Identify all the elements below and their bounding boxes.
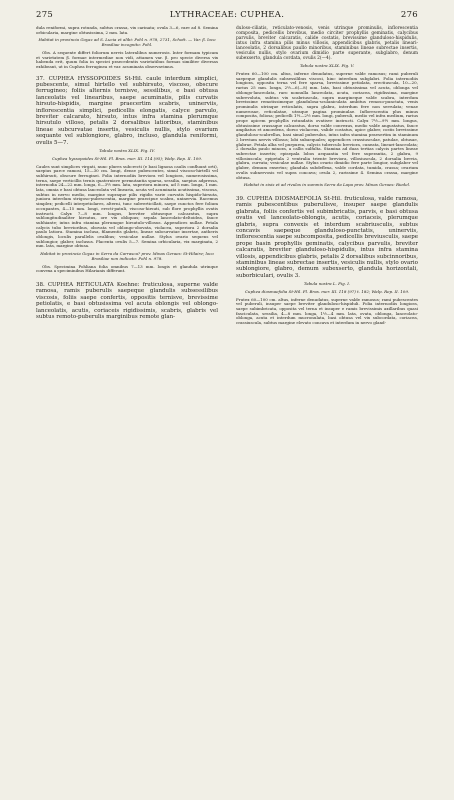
right-column-paragraph: duloso-ciliatis, reticulato-venosis, venis utrinque prominulis, inflorescentia composita, pedicellis brevibus, medio circiter prophyllis geminatis, calycibus parvulis, breviter calcaratis, calide costatis, brevissime glanduloso-hispidulis, intus infra stamina pilis minus villosis, appendicibus glabris, petalis lineari-lanceolatis, 2 dorsalibus paullo minoribus, staminibus lineae subrectae insertis, vesiculis nullis, stylo ovarium dimidio parte superante, subglabro, denum subexserto, glandula cordata, ovulis 2(—4). [236, 26, 418, 62]
left-column-paragraph: dula reniformi, supra rotunda, subtus crassa, vix carinata; ovula 3—6, rare ad 8. Semina orbicularia, margine obtusissima, 2 mm. lata. [36, 25, 218, 35]
left-column-paragraph: Obs. A sequente differt foliorum nervis lateralibus numerosis. Inter formam typicam et varietatem β. formae intermediae non vidi, attamen var. β. pro specie diversa vix habenda erit, quum folia in speciei praecedentis varietatibus formas similiter diversas exhibeant, ut in Cuphea ferruginea et var. acuminata observavimus. [36, 49, 218, 69]
left-column-paragraph: Obs. Specimina Pohliana folia omnibus 7—13 mm. longis et glandula utrinque convexa a speciminibus Hilarianis differunt. [36, 263, 218, 274]
right-column-paragraph: 39. CUPHEA DIOSMAEFOLIA St-Hil. fruticulosa, valde ramosa, ramis pubescentibus puberulisve, insuper saepe glandulis glabrata, foliis confertis vel subimbricatis, parvis, e basi obtusa ovatis vel lanceolato-oblongis, acutis, coriaceis, plerumque glabris, supra convexis et interdum scabriusculis, subtus concavis saepeque glanduloso-punctatis, uninerviis, inflorescentia saepe subcomposita, pedicellis breviusculis, saepe prope basin prophyllis geminatis, calycibus parvulis, breviter calcaratis, breviter glanduloso-hispidulis, intus infra stamina villosis, appendicibus glabris, petalis 2 dorsalibus subcinnoribus, staminibus lineae subrectae insertis, vesiculis nullis, stylo ovario sublongiore, glabro, demum subexserto, glandula horizontali, suborbiculari, ovulis 3. [236, 195, 418, 279]
page-number-left: 275 [36, 10, 54, 20]
running-title: LYTHRACEAE: CUPHEA. [169, 10, 285, 20]
left-text-column [36, 26, 218, 323]
left-column-paragraph: Caules sunt simplices virgati, nunc plures subcrecti (e basi lignosa caulis confluunt orti), saepius parce ramosi, 15—30 cm. longi, dense pubescentes, simul viscoso-hirtelli vel subhirsuti, obscure ferruginei. Folia internodiis breviora vel longiora, numerosissima, terna, saepe verticillis ternis quaternisve permutantia sparsa, sessilia, saepius adpressa, internodia 24—22 mm. longa, 6—3½ mm. lata, superiora minora, ad 5 mm. longa, 1 mm. lata, omnia e basi obtusa lanceolata vel linearia, acuta vel acuminata acutissima, viscosa, subtus in nervo medio, margine supraque pilis rigidis varie curvatis hispido-hirsuta, juniora interdum strigoso-pubescentia, margine praecipue scabra, uninervia. Racemus simplex; pedicelli interpetiolares, alterni, tunc subverticillati, saepe cunctos fere folium occupantes, 4—15 mm. longi, erecti-patuli, viscoso-hirsuti, sub flore prophyllis ovatis instructi. Calyx 7—8 mm. longus, breviter obtuseque calcaratus, supra sublongitudinaliter hirsutus, ore vix obliquus; sepala lanceolato-deltoidea, fauce subhiante; intus infra stamina plerumque hirsutulo-villosus. Appendices nullae. Petala calycis tubo brevioribus, obovata vel oblongo-obovata, violacea, superiora 2 dorsalia paulo latiora. Stamina inclusa, filamentis glabris, lineae subcurvatae insertae, antheris oblongis, loculis parallelis ovalibus; vesiculae nullae. Stylus ovario sequens vel sublongior, glaber, inclusus. Placenta ovulis 5—7. Semina orbicularia, vix marginata, 2 mm. lata, margine obtusa. [36, 163, 218, 249]
right-column-paragraph: Tabula nostra XLIX. Fig. V. [299, 63, 355, 69]
right-text-column [236, 26, 418, 329]
left-column-paragraph: 37. CUPHEA HYSSOPOIDES St-Hil. caule interdum simplici, pubescente, simul hirtello vel subhirsuto, viscoso, obscure ferrugineo; foliis alternis ternisve, sessilibus, e basi obtusa lanceolatis vel linearibus, saepe acuminatis, pilis curvatis hirsuto-hispidis, margine praecertim scabris, uninerviis, inflorescentia simplici, pedicellis elongatis, calyce parvulo, breviter calcarato, hirsuto, intus infra stamina plerumque hirsutulo villoso, petalis 2 dorsalibus latioribus, staminibus lineae subcurvatae insertis, vesiculis nullis, stylo ovarium sequante vel sublongiore, glabro, incluso, glandula reniformi, ovulis 5—7. [36, 75, 218, 146]
left-column-paragraph: 38. CUPHEA RETICULATA Koehne: fruticulosa, superne valde ramosa, ramis puberulis saepeque glandulis subsessilibus viscosis, foliis saepe confertis, oppositis ternisve, brevissime petiolatis, e basi obtusissima vel acuta oblongis vel oblongo-lanceolatis, acutis, coriaceis rigidissimis, scabris, glabris vel subtus remoto-puberulis marginibus remote glan- [36, 281, 218, 320]
right-column-paragraph: Habitat in sixis et ad rivulos in summis Serra da Lapa prov. Minas Geraes: Riedel. [243, 182, 411, 188]
left-column-paragraph: Cuphea hyssopoides St-Hil. Fl. Bras. mer. III. 114 (95); Walp. Rep. II. 109. [51, 155, 203, 161]
page-number-right: 276 [400, 10, 418, 20]
right-column-paragraph: Cuphea diosmaefolia St-Hil. Fl. Bras. mer. III. 118 (97) t. 182; Walp. Rep. II. 109. [244, 288, 410, 294]
right-column-paragraph: Frutex 60—100 cm. altus, inferne denudatus, superne valde ramosus; rami pubescentes vel puberuli, insuper saepe breviter glanduloso-hispiduli. Folia internodiis longiora, saepe subimbricata, opposita vel terna et insuper e ramis brevissimis axillaribus quasi fasciculata, sessilia, 4—8 mm. longa, 1½—4 mm. lata, ovata, oblonga, lanceolato-oblonga, acuta et interdum mucronulata, basi obtusa vel vix subcordata, coriacea, crassiuscula, subtus margine elevato concava et interdum in nervo gland- [236, 296, 418, 326]
left-column-paragraph: Habitat in provincia Goyaz ad S. Lucia et alibi: Pohl n. 978, 2731, Schott. — Var. β. loco Brasiliae incognito: Pohl. [38, 37, 216, 48]
right-column-paragraph: Tabula nostra L. Fig. I. [303, 281, 351, 287]
right-column-paragraph: Frutex 60—100 cm. altus, inferne denudatus, superne valde ramosus; rami puberuli saepeque glandulis subsessilibus viscosi, hinc interdum subglabri. Folia internodiis longiora, opposita terna vel fere sparsa, brevissime petiolata, erectiuscula, 10—20, rarius 25 mm. longa, 2½—6(—8) mm. lata, basi obtusissima vel acuta, oblonga vel oblongo-lanceolata, raro nonnulla lanceolata, acuta, coriacea, rigidissima, margine subrevoluta, subtus vix scabriuscula, supra margineque valde scabra, interdum brevissime remotissimeque glandulosa-sculaniculata ambitus remoso-punctata, venis prominulis utrinque reticulatis, supra glabra, interdum fere non serrulata; venae numerosae, reticulatae, utraque pagina prominulae. Inflorescentia plus minus composita, foliosa; pedicelli 1½—2½ mm. longi, puberuli, medio vel infra medium, rarius prope apicem prophyllis rotundatis ovatisve instructi. Calyx 7½—9½ mm. longus, obtusissime crassaque calcaratus, dorso valde convexus, medio valde angustatus, fauce ampliatus et amoedens, dorso violaceus, valide costatus, apice glaber, costis brevissime glanduloso-scabrellus, basi simul puberulus, intus infra stamina praesertim in staminum 2 brevium nervis villosus; lobi subaequales; appendices crassiusculae, patulae, obtusae, glabrae. Petala alba vel purpurea, calycis tuberculo breviora, cuneata, lineari-lanceolata; 2 dorsalia paulo minora, a callis sulfulta. Stamina ad duas tertias calycis partes lineae subrectae insertis; episepala lobos aequantia vel fere superantia, 2 glabra, 9 villosiuscula; epipetala 2 ventralia triente breviora, villosiuscula, 2 dorsalia brevia, glabra, curvata; vesiculae nullae. Stylus ovario dimidio fere parte longior, subglaber vel glaber, demum exsertus; glandula subdeflexa, valde cordata, tumida, crassa; ovarium ovulis subnervosis vel supra concava; ovula 2, rarissime 4. Semina crassa, margine obtusa. [236, 71, 418, 180]
left-column-paragraph: Habitat in provincia Goyaz in Serra da Carrasca? prov. Minas Geraes: St-Hilaire; loco Brasiliae non indicato: Pohl n. 978. [40, 251, 214, 261]
left-column-paragraph: Tabula nostra XLIX. Fig. IV. [99, 148, 155, 154]
